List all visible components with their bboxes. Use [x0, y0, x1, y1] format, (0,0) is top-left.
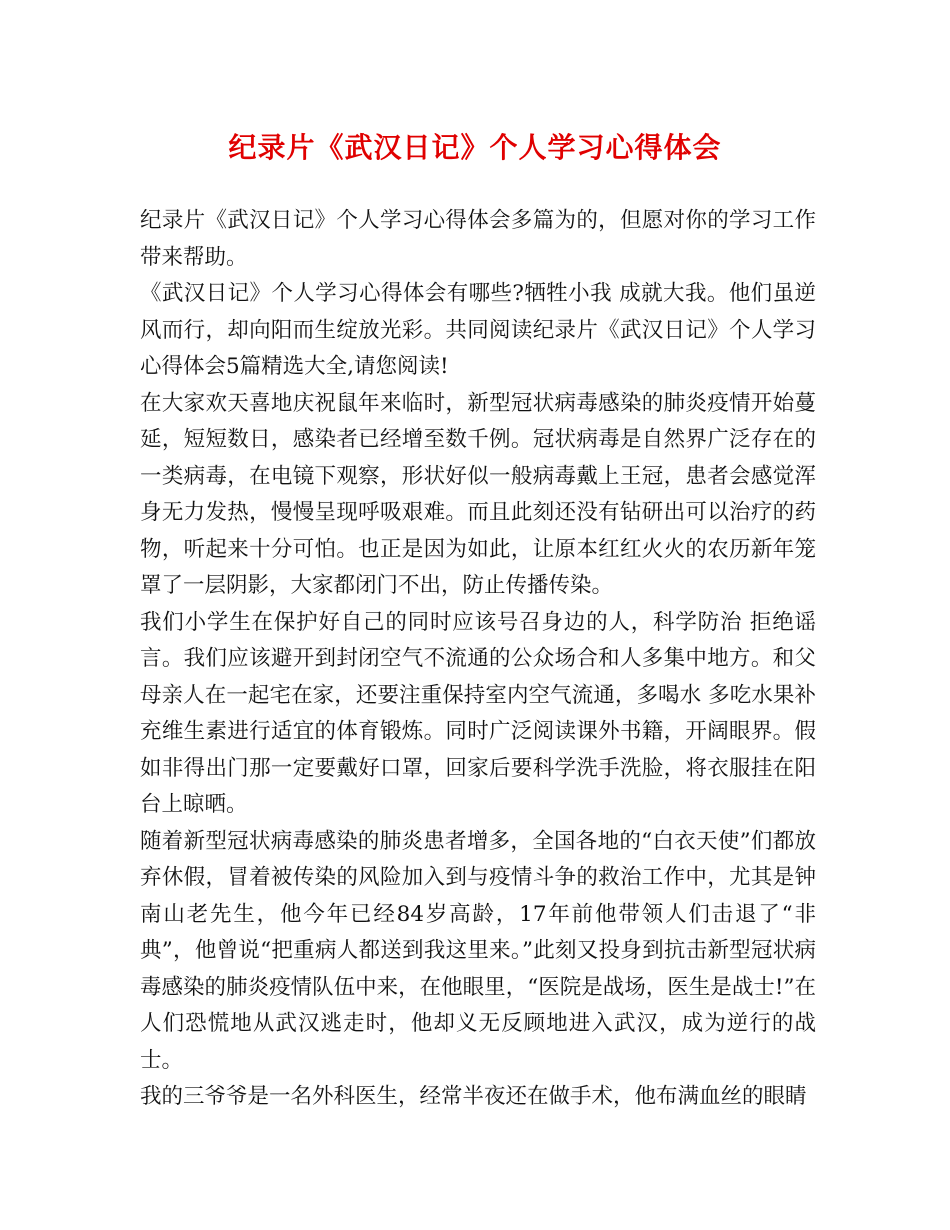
paragraph-grandfather: 我的三爷爷是一名外科医生，经常半夜还在做手术，他布满血丝的眼睛: [140, 1084, 807, 1109]
document-body: [140, 203, 816, 1116]
document-title: 纪录片《武汉日记》个人学习心得体会: [228, 131, 722, 164]
paragraph-epidemic: 在大家欢天喜地庆祝鼠年来临时，新型冠状病毒感染的肺炎疫情开始蔓延，短短数日，感染者已经增至数千例。冠状病毒是自然界广泛存在的一类病毒，在电镜下观察，形状好似一般病毒戴上王冠，患者会感觉浑身无力发热，慢慢呈现呼吸艰难。而且此刻还没有钻研出可以治疗的药物，听起来十分可怕。也正是因为如此，让原本红红火火的农历新年笼罩了一层阴影，大家都闭门不出，防止传播传染。: [140, 390, 816, 598]
paragraph-doctors: 随着新型冠状病毒感染的肺炎患者增多，全国各地的“白衣天使”们都放弃休假，冒着被传染的风险加入到与疫情斗争的救治工作中，尤其是钟南山老先生，他今年已经84岁高龄，17年前他带领人们击退了“非典”，他曾说“把重病人都送到我这里来。”此刻又投身到抗击新型冠状病毒感染的肺炎疫情队伍中来，在他眼里，“医院是战场，医生是战士!”在人们恐慌地从武汉逃走时，他却义无反顾地进入武汉，成为逆行的战士。: [140, 828, 816, 1073]
paragraph-intro: 纪录片《武汉日记》个人学习心得体会多篇为的，但愿对你的学习工作带来帮助。: [140, 208, 816, 270]
paragraph-prevention: 我们小学生在保护好自己的同时应该号召身边的人，科学防治 拒绝谣言。我们应该避开到封闭空气不流通的公众场合和人多集中地方。和父母亲人在一起宅在家，还要注重保持室内空气流通，多喝水 多吃水果补充维生素进行适宜的体育锻炼。同时广泛阅读课外书籍，开阔眼界。假如非得出门那一定要戴好口罩，回家后要科学洗手洗脸，将衣服挂在阳台上晾晒。: [140, 609, 816, 817]
paragraph-summary: 《武汉日记》个人学习心得体会有哪些?牺牲小我 成就大我。他们虽逆风而行，却向阳而生绽放光彩。共同阅读纪录片《武汉日记》个人学习心得体会5篇精选大全,请您阅读!: [140, 281, 816, 379]
